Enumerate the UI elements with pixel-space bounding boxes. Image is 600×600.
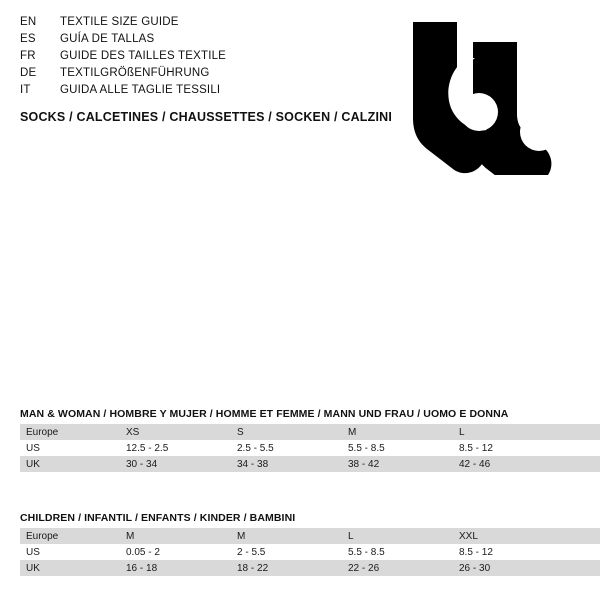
language-list bbox=[20, 16, 380, 101]
language-row-fr bbox=[20, 50, 380, 67]
row-label: UK bbox=[20, 560, 120, 576]
cell-value: L bbox=[453, 424, 600, 440]
cell-value: 16 - 18 bbox=[120, 560, 231, 576]
table-row bbox=[20, 440, 600, 456]
cell-value: 8.5 - 12 bbox=[453, 440, 600, 456]
language-code: FR bbox=[20, 50, 36, 62]
cell-value: XS bbox=[120, 424, 231, 440]
language-code: DE bbox=[20, 67, 37, 79]
table-row bbox=[20, 544, 600, 560]
row-label: Europe bbox=[20, 528, 120, 544]
cell-value: 0.05 - 2 bbox=[120, 544, 231, 560]
cell-value: 2.5 - 5.5 bbox=[231, 440, 342, 456]
language-code: ES bbox=[20, 33, 36, 45]
cell-value: 26 - 30 bbox=[453, 560, 600, 576]
language-label: TEXTILGRÖßENFÜHRUNG bbox=[60, 67, 210, 79]
cell-value: 42 - 46 bbox=[453, 456, 600, 472]
row-label: Europe bbox=[20, 424, 120, 440]
language-row-it bbox=[20, 84, 380, 101]
cell-value: M bbox=[342, 424, 453, 440]
cell-value: 22 - 26 bbox=[342, 560, 453, 576]
cell-value: 2 - 5.5 bbox=[231, 544, 342, 560]
cell-value: M bbox=[231, 528, 342, 544]
row-label: US bbox=[20, 544, 120, 560]
table-row bbox=[20, 424, 600, 440]
language-row-es bbox=[20, 33, 380, 50]
page-title: SOCKS / CALCETINES / CHAUSSETTES / SOCKEN / CALZINI bbox=[20, 110, 393, 124]
language-label: GUÍA DE TALLAS bbox=[60, 33, 155, 45]
cell-value: 34 - 38 bbox=[231, 456, 342, 472]
language-code: IT bbox=[20, 84, 31, 96]
language-label: TEXTILE SIZE GUIDE bbox=[60, 16, 179, 28]
cell-value: 12.5 - 2.5 bbox=[120, 440, 231, 456]
cell-value: L bbox=[342, 528, 453, 544]
row-label: UK bbox=[20, 456, 120, 472]
socks-icon bbox=[405, 20, 575, 175]
cell-value: 5.5 - 8.5 bbox=[342, 440, 453, 456]
table-row bbox=[20, 528, 600, 544]
language-code: EN bbox=[20, 16, 37, 28]
language-row-en bbox=[20, 16, 380, 33]
children-size-table-block bbox=[20, 512, 493, 576]
cell-value: XXL bbox=[453, 528, 600, 544]
language-row-de bbox=[20, 67, 380, 84]
cell-value: S bbox=[231, 424, 342, 440]
cell-value: M bbox=[120, 528, 231, 544]
cell-value: 30 - 34 bbox=[120, 456, 231, 472]
cell-value: 5.5 - 8.5 bbox=[342, 544, 453, 560]
cell-value: 8.5 - 12 bbox=[453, 544, 600, 560]
adult-table-caption: MAN & WOMAN / HOMBRE Y MUJER / HOMME ET FEMME / MANN UND FRAU / UOMO E DONNA bbox=[20, 408, 509, 420]
children-table-caption: CHILDREN / INFANTIL / ENFANTS / KINDER / BAMBINI bbox=[20, 512, 296, 524]
language-label: GUIDE DES TAILLES TEXTILE bbox=[60, 50, 227, 62]
table-row bbox=[20, 456, 600, 472]
children-size-table bbox=[20, 528, 600, 576]
row-label: US bbox=[20, 440, 120, 456]
cell-value: 18 - 22 bbox=[231, 560, 342, 576]
adult-size-table bbox=[20, 424, 600, 472]
table-row bbox=[20, 560, 600, 576]
language-label: GUIDA ALLE TAGLIE TESSILI bbox=[60, 84, 221, 96]
adult-size-table-block bbox=[20, 408, 509, 472]
cell-value: 38 - 42 bbox=[342, 456, 453, 472]
